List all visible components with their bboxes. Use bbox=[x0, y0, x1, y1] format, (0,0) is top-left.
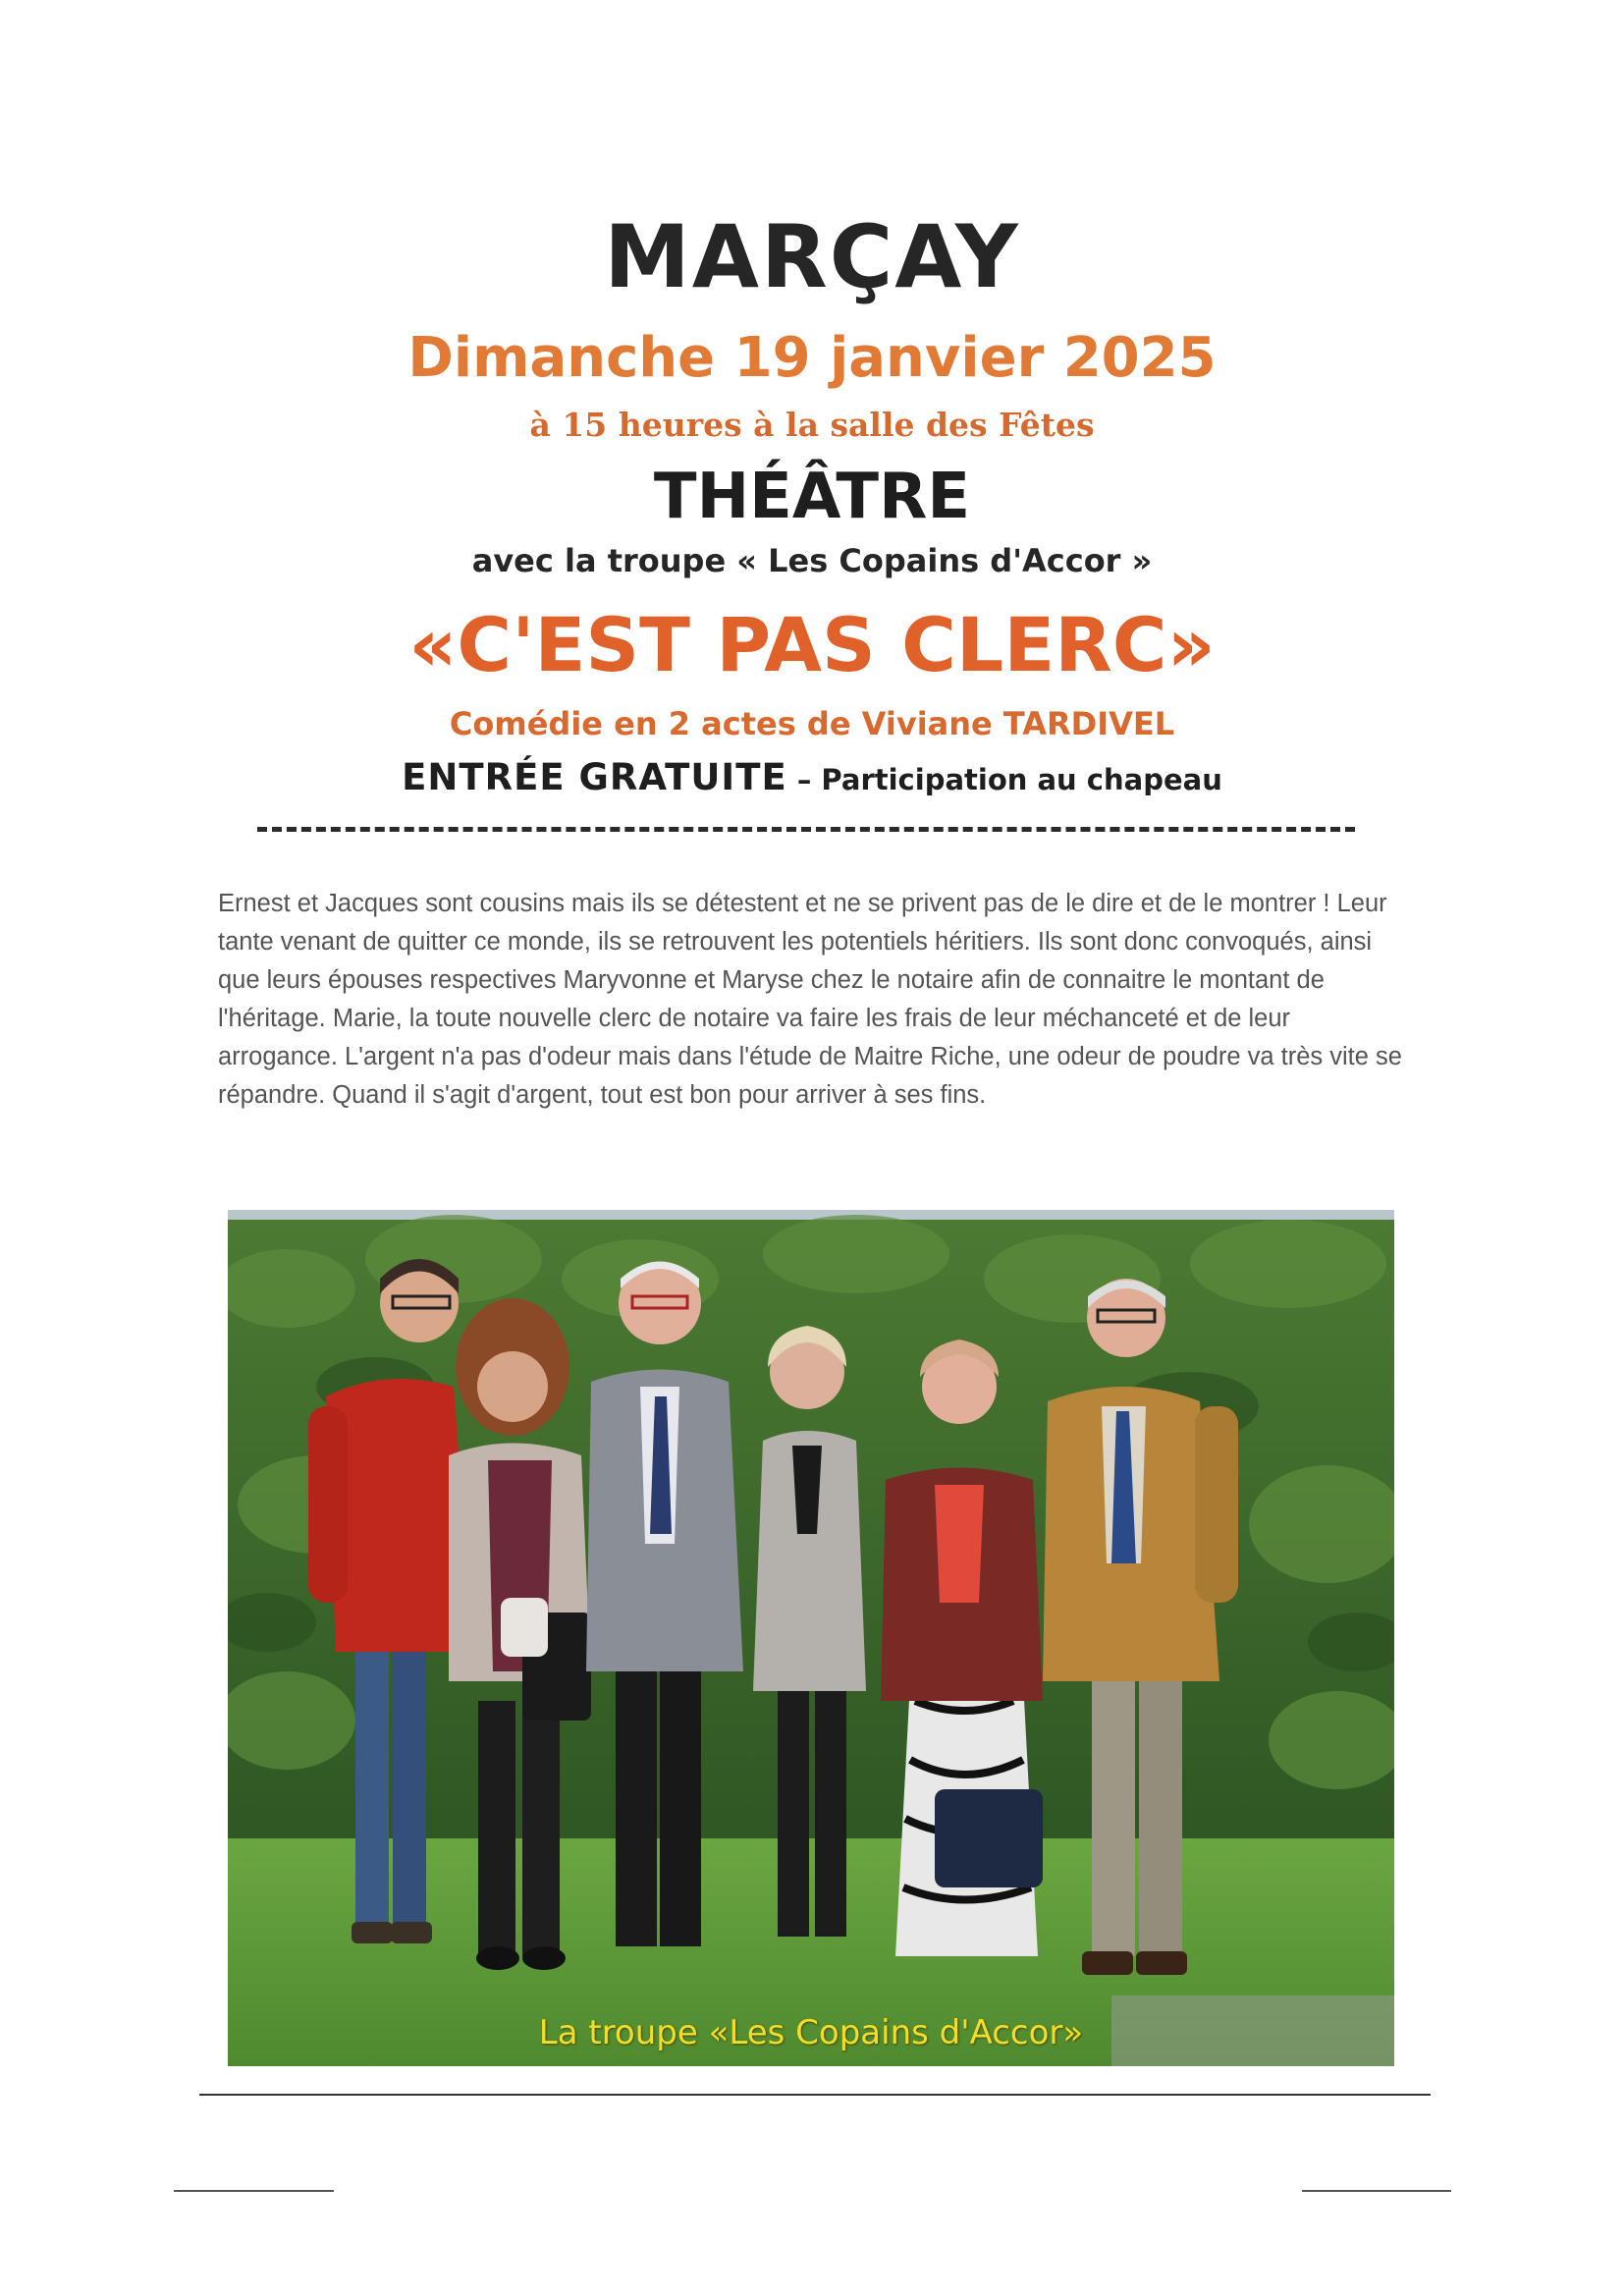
troupe-photo-illustration bbox=[228, 1210, 1394, 2066]
event-genre: THÉÂTRE bbox=[653, 461, 971, 533]
entry-main: ENTRÉE GRATUITE bbox=[402, 756, 787, 798]
footer-rule-left bbox=[174, 2190, 334, 2192]
photo-caption: La troupe «Les Copains d'Accor» bbox=[538, 2013, 1084, 2052]
town-name: MARÇAY bbox=[604, 206, 1020, 307]
troupe-photo bbox=[228, 1210, 1394, 2066]
play-title: «C'EST PAS CLERC» bbox=[408, 601, 1216, 688]
footer-rule-right bbox=[1302, 2190, 1451, 2192]
entry-line bbox=[0, 753, 1624, 809]
entry-sub: – Participation au chapeau bbox=[786, 763, 1222, 796]
dashed-separator bbox=[257, 827, 1355, 832]
author-line: Comédie en 2 actes de Viviane TARDIVEL bbox=[449, 705, 1175, 742]
bottom-rule bbox=[199, 2094, 1431, 2096]
synopsis-text: Ernest et Jacques sont cousins mais ils se détestent et ne se privent pas de le dire et de le montrer ! Leur tante venant de quitter ce monde, ils se retrouvent les potentiels héritiers. Ils sont donc convoqués, ainsi que leurs épouses respectives Maryvonne et Maryse chez le notaire afin de connaitre le montant de l'héritage. Marie, la toute nouvelle clerc de notaire va faire les frais de leur méchanceté et de leur arrogance. L'argent n'a pas d'odeur mais dans l'étude de Maitre Riche, une odeur de poudre va très vite se répandre. Quand il s'agit d'argent, tout est bon pour arriver à ses fins. bbox=[218, 890, 1402, 1109]
troupe-line: avec la troupe « Les Copains d'Accor » bbox=[471, 542, 1153, 579]
event-time-place: à 15 heures à la salle des Fêtes bbox=[529, 406, 1095, 444]
event-date: Dimanche 19 janvier 2025 bbox=[407, 326, 1217, 390]
